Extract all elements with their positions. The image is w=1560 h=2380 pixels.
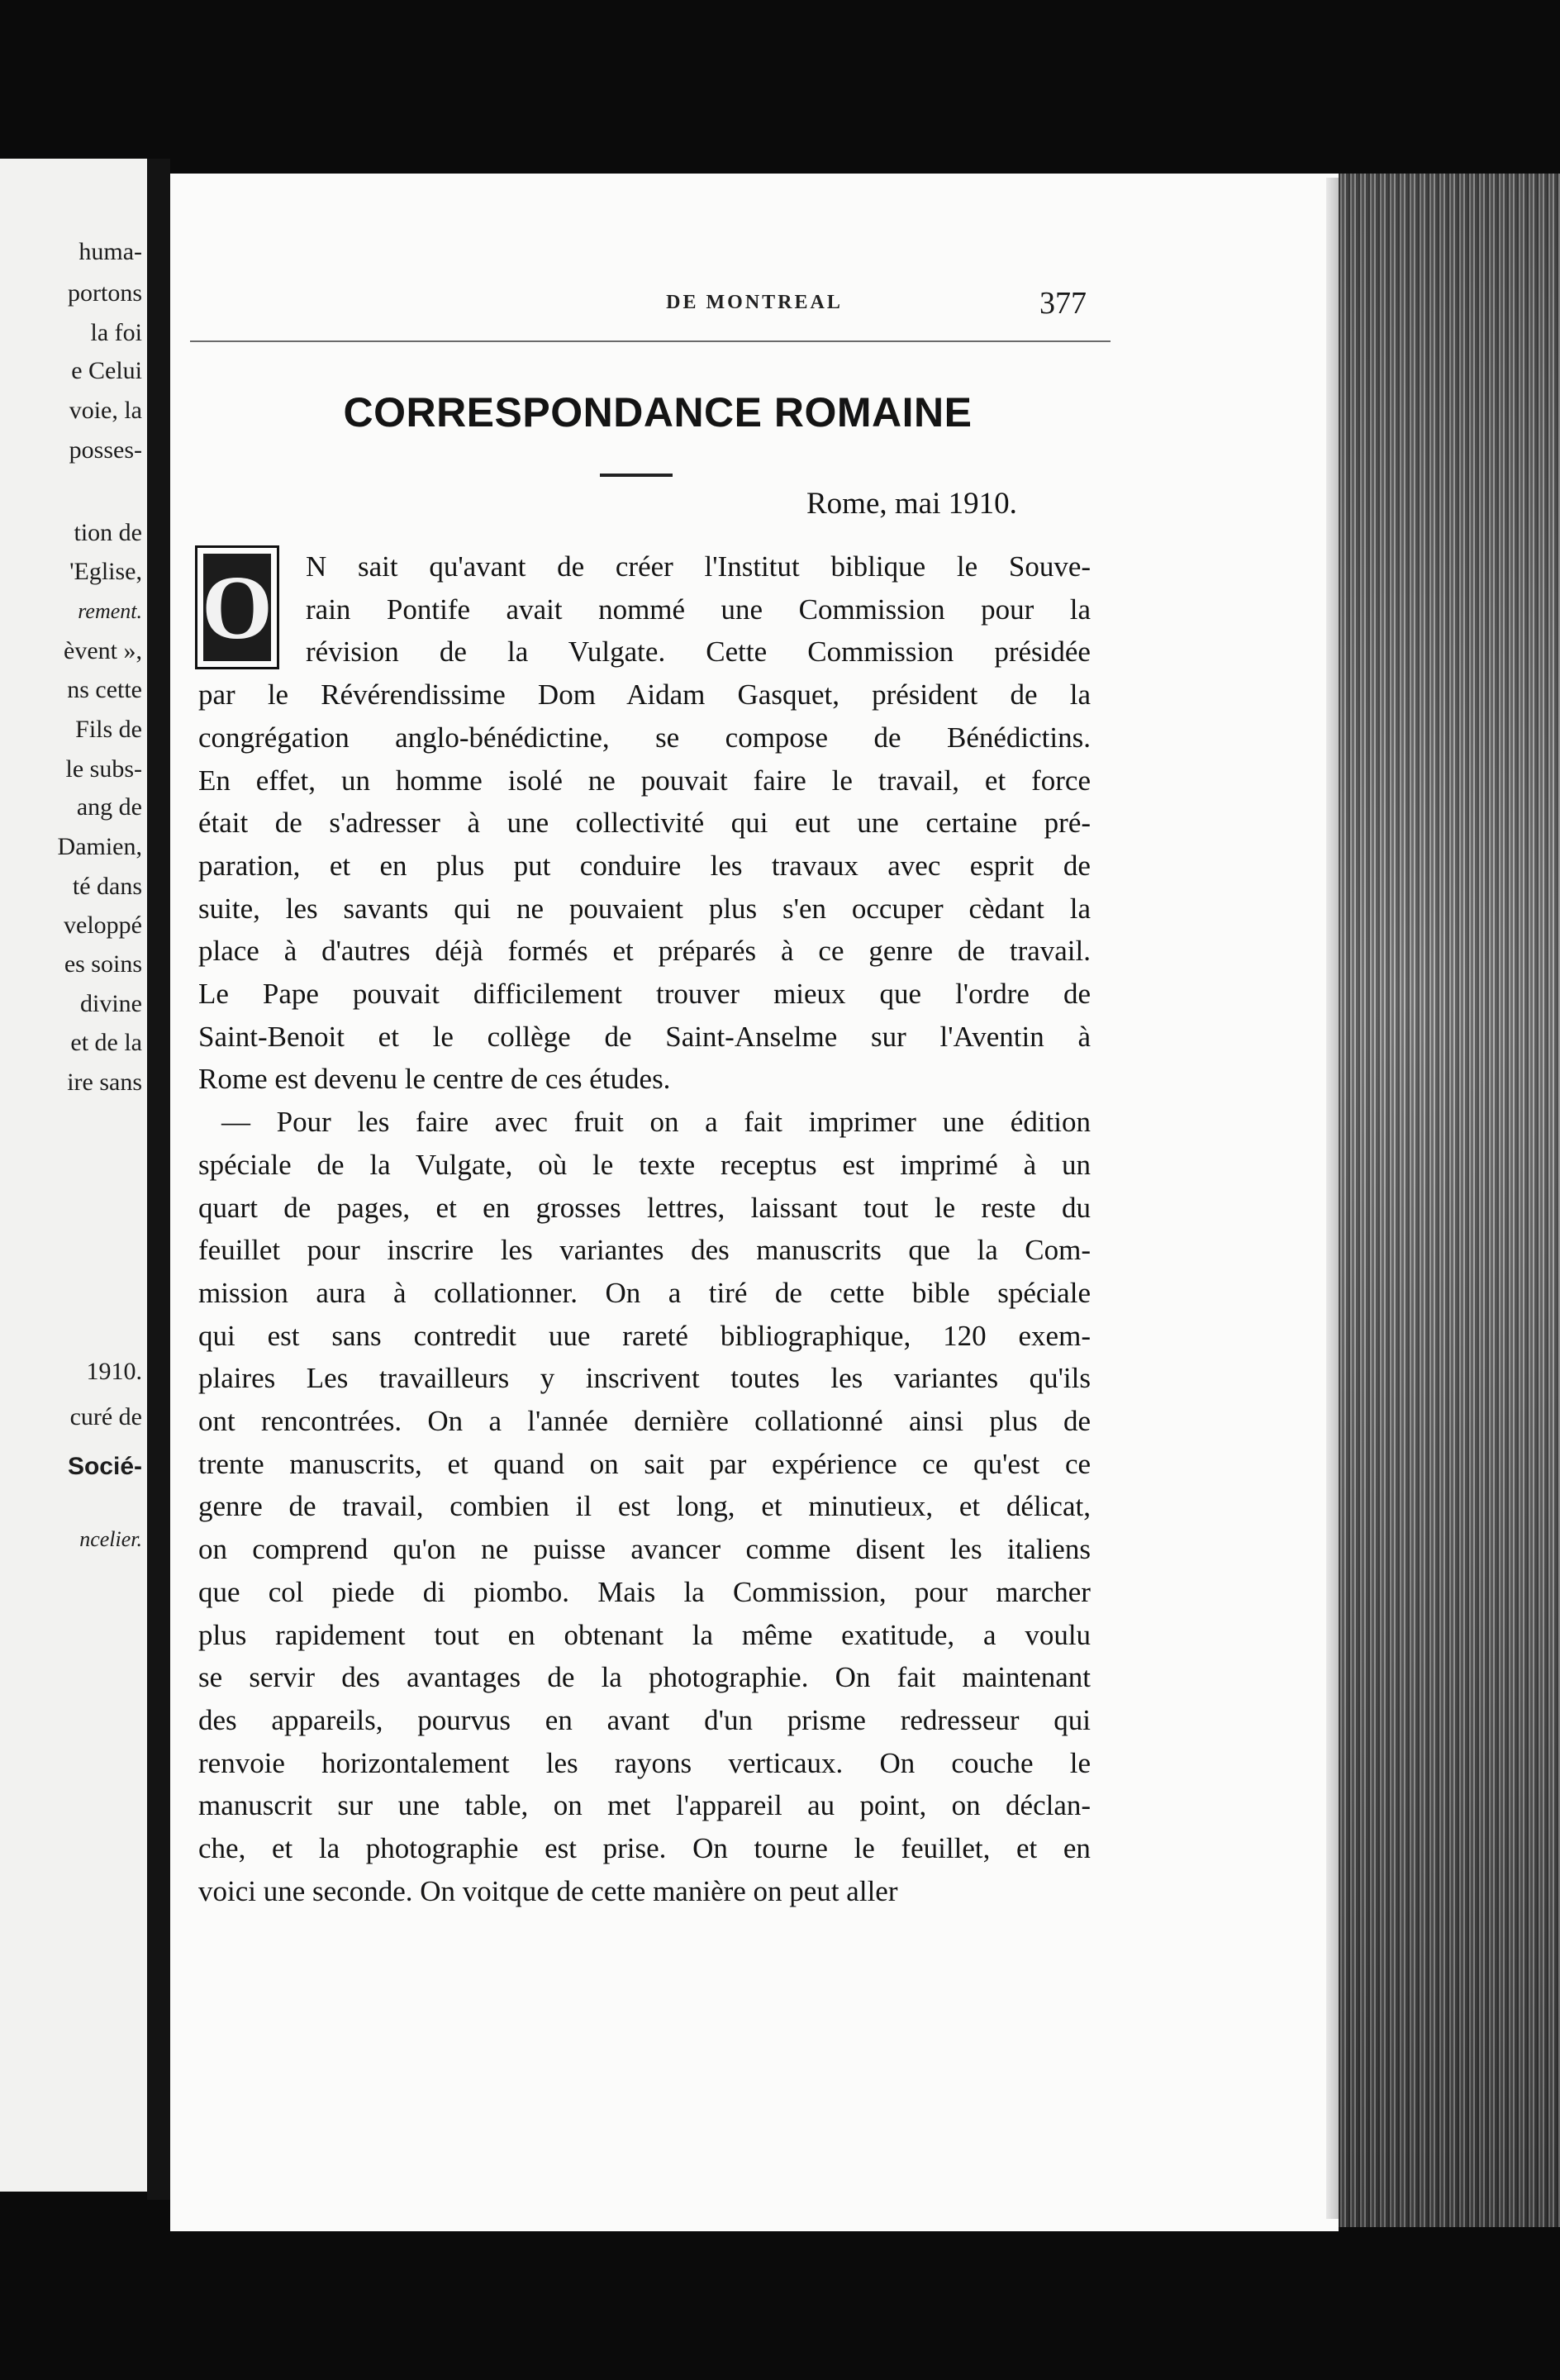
left-page-line: posses- bbox=[69, 436, 142, 464]
left-page-line: 1910. bbox=[86, 1358, 142, 1385]
left-page-line: curé de bbox=[69, 1403, 142, 1430]
body-line: plus rapidement tout en obtenant la même exatitude, a voulu bbox=[198, 1618, 1092, 1651]
body-line: feuillet pour inscrire les variantes des manuscrits que la Com- bbox=[198, 1234, 1092, 1267]
body-line: mission aura à collationner. On a tiré de cette bible spéciale bbox=[198, 1276, 1091, 1309]
page-number: 377 bbox=[1039, 286, 1087, 321]
title-rule bbox=[600, 474, 673, 477]
body-line: des appareils, pourvus en avant d'un prisme redresseur qui bbox=[198, 1703, 1092, 1736]
left-page-line: veloppé bbox=[64, 912, 142, 939]
left-page-line: Socié- bbox=[67, 1453, 142, 1480]
body-line: trente manuscrits, et quand on sait par expérience ce qu'est ce bbox=[198, 1447, 1092, 1480]
running-head bbox=[170, 292, 1339, 314]
body-line: ont rencontrées. On a l'année dernière collationné ainsi plus de bbox=[198, 1405, 1092, 1437]
left-page-line: té dans bbox=[72, 873, 142, 900]
body-line: En effet, un homme isolé ne pouvait faire le travail, et force bbox=[198, 764, 1091, 797]
body-line: paration, et en plus put conduire les travaux avec esprit de bbox=[198, 849, 1091, 882]
body-line: suite, les savants qui ne pouvaient plus s'en occuper cèdant la bbox=[198, 892, 1091, 925]
left-page-line: es soins bbox=[64, 950, 142, 978]
body-line: était de s'adresser à une collectivité qui eut une certaine pré- bbox=[198, 807, 1092, 840]
body-line: genre de travail, combien il est long, et minutieux, et délicat, bbox=[198, 1490, 1091, 1523]
left-page-line: rement. bbox=[78, 599, 142, 623]
body-line: renvoie horizontalement les rayons verticaux. On couche le bbox=[198, 1746, 1091, 1779]
left-page-line: le subs- bbox=[65, 755, 142, 783]
body-line: spéciale de la Vulgate, où le texte receptus est imprimé à un bbox=[198, 1148, 1092, 1181]
left-page-line: portons bbox=[68, 279, 142, 307]
body-line: place à d'autres déjà formés et préparés à ce genre de travail. bbox=[198, 935, 1091, 968]
dateline: Rome, mai 1910. bbox=[806, 487, 1017, 521]
left-page-line: e Celui bbox=[71, 357, 142, 384]
body-line: Rome est devenu le centre de ces études. bbox=[198, 1063, 671, 1096]
left-page-line: 'Eglise, bbox=[69, 558, 142, 585]
body-line: N sait qu'avant de créer l'Institut biblique le Souve- bbox=[306, 550, 1092, 583]
left-page-line: èvent », bbox=[64, 637, 142, 664]
body-line: congrégation anglo-bénédictine, se compose de Bénédictins. bbox=[198, 721, 1091, 754]
left-page-line: tion de bbox=[74, 519, 142, 546]
ornamental-initial-letter: O bbox=[202, 557, 273, 658]
left-page-line: voie, la bbox=[69, 397, 142, 424]
body-line: que col piede di piombo. Mais la Commission, pour marcher bbox=[198, 1575, 1091, 1608]
body-line: voici une seconde. On voitque de cette manière on peut aller bbox=[198, 1874, 898, 1907]
left-page-line: Damien, bbox=[57, 833, 142, 860]
body-line: par le Révérendissime Dom Aidam Gasquet, président de la bbox=[198, 678, 1091, 712]
body-line: manuscrit sur une table, on met l'appareil au point, on déclan- bbox=[198, 1789, 1092, 1822]
body-line: on comprend qu'on ne puisse avancer comme disent les italiens bbox=[198, 1533, 1091, 1566]
left-facing-page bbox=[0, 159, 147, 2192]
body-line: Saint-Benoit et le collège de Saint-Anselme sur l'Aventin à bbox=[198, 1020, 1091, 1053]
left-page-line: divine bbox=[80, 990, 142, 1017]
body-line: rain Pontife avait nommé une Commission pour la bbox=[306, 593, 1092, 626]
header-rule bbox=[190, 340, 1111, 342]
book-gutter bbox=[147, 159, 170, 2200]
main-page bbox=[170, 174, 1339, 2231]
body-line: plaires Les travailleurs y inscrivent toutes les variantes qu'ils bbox=[198, 1362, 1091, 1395]
body-line: Le Pape pouvait difficilement trouver mieux que l'ordre de bbox=[198, 978, 1091, 1010]
left-page-line: la foi bbox=[90, 319, 142, 346]
body-line: révision de la Vulgate. Cette Commission présidée bbox=[306, 635, 1091, 669]
left-page-line: Fils de bbox=[75, 716, 142, 743]
ornamental-initial bbox=[195, 545, 279, 669]
left-page-line: et de la bbox=[70, 1029, 142, 1056]
article-title: CORRESPONDANCE ROMAINE bbox=[343, 389, 973, 436]
body-line: — Pour les faire avec fruit on a fait imprimer une édition bbox=[221, 1106, 1091, 1139]
body-line: che, et la photographie est prise. On tourne le feuillet, et en bbox=[198, 1832, 1091, 1864]
running-head-text: DE MONTREAL bbox=[666, 292, 843, 313]
body-line: quart de pages, et en grosses lettres, laissant tout le reste du bbox=[198, 1191, 1091, 1224]
left-page-line: huma- bbox=[78, 238, 142, 265]
body-line: se servir des avantages de la photographie. On fait maintenant bbox=[198, 1661, 1092, 1694]
left-page-line: ncelier. bbox=[79, 1527, 142, 1551]
left-page-line: ns cette bbox=[67, 676, 142, 703]
left-page-line: ang de bbox=[76, 793, 142, 821]
left-page-line: ire sans bbox=[67, 1069, 142, 1096]
page-block-edge bbox=[1339, 174, 1560, 2227]
body-line: qui est sans contredit uue rareté bibliographique, 120 exem- bbox=[198, 1319, 1091, 1352]
